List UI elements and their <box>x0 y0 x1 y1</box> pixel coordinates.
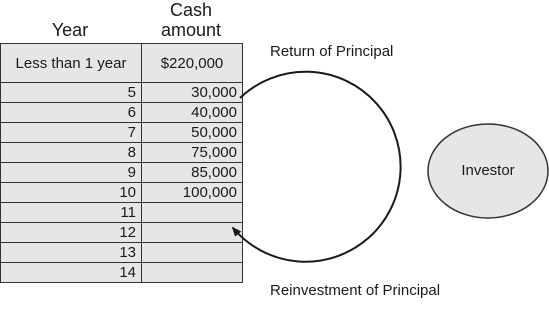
year-cell: 7 <box>1 123 142 143</box>
cash-cell: 100,000 <box>142 183 243 203</box>
cash-header-line2: amount <box>160 20 222 40</box>
investor-label: Investor <box>461 162 515 179</box>
year-cell: Less than 1 year <box>1 44 142 83</box>
cash-header-line1: Cash <box>169 0 213 20</box>
cash-cell: 30,000 <box>142 83 243 103</box>
year-cell: 14 <box>1 263 142 283</box>
year-cell: 5 <box>1 83 142 103</box>
year-cell: 9 <box>1 163 142 183</box>
year-cell: 13 <box>1 243 142 263</box>
year-cell: 10 <box>1 183 142 203</box>
cash-cell: 75,000 <box>142 143 243 163</box>
cash-cell: $220,000 <box>142 44 243 83</box>
year-cell: 8 <box>1 143 142 163</box>
year-cell: 12 <box>1 223 142 243</box>
year-cell: 11 <box>1 203 142 223</box>
cash-cell: 40,000 <box>142 103 243 123</box>
cash-cell: 50,000 <box>142 123 243 143</box>
year-cell: 6 <box>1 103 142 123</box>
reinvestment-of-principal-label: Reinvestment of Principal <box>270 282 441 299</box>
cash-cell: 85,000 <box>142 163 243 183</box>
principal-flow-circle <box>233 72 401 262</box>
return-of-principal-label: Return of Principal <box>270 43 394 60</box>
year-header: Year <box>51 20 89 40</box>
